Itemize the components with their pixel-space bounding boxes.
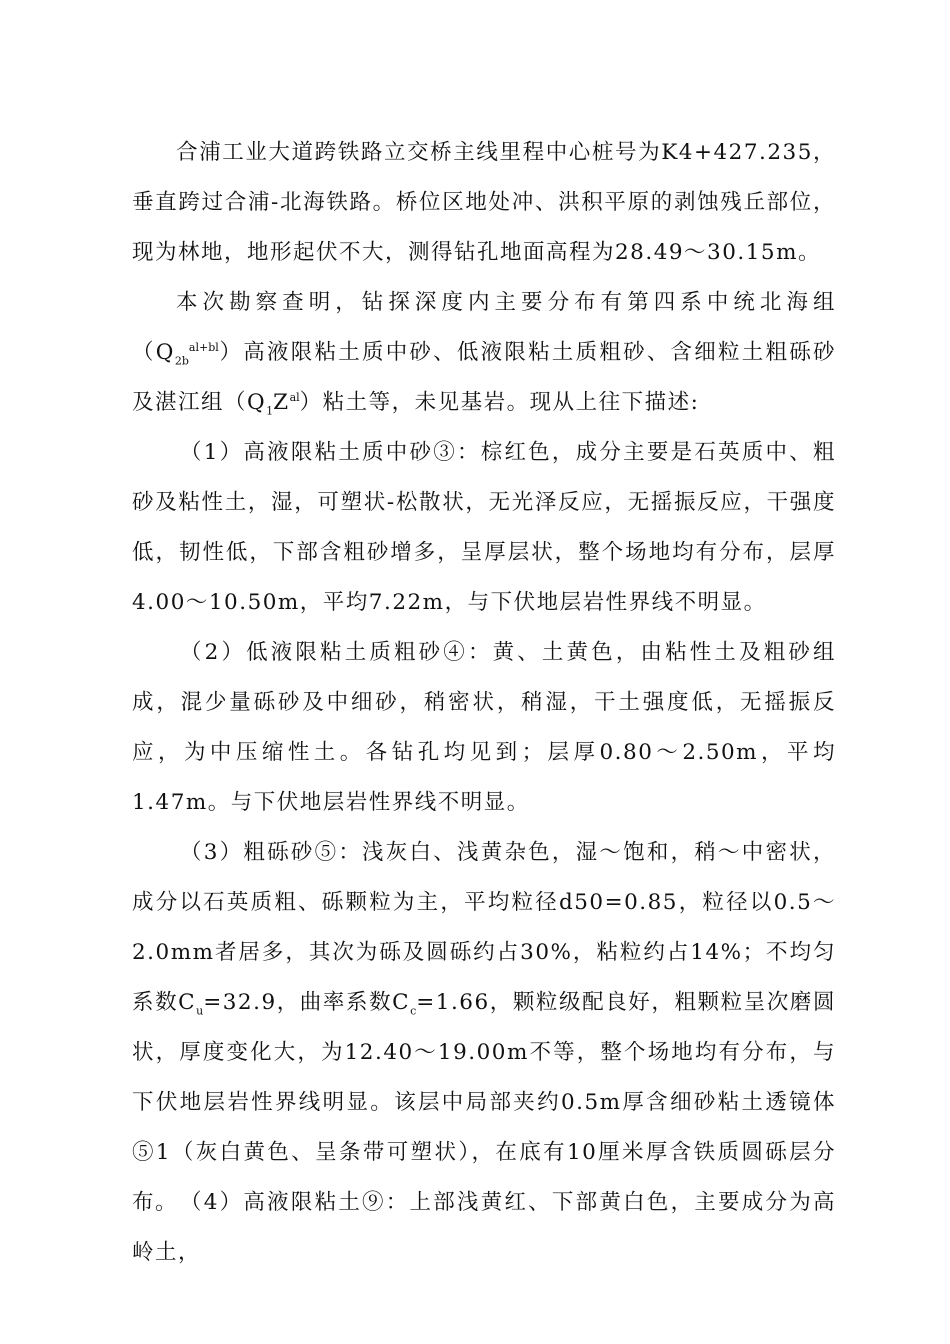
- subscript: 1: [266, 404, 274, 418]
- text-run: ）粘土等，未见基岩。现从上往下描述:: [299, 390, 700, 415]
- subscript: u: [196, 1004, 204, 1018]
- paragraph-layer-3: [132, 828, 836, 1228]
- text-run: =32.9，曲率系数C: [203, 990, 411, 1015]
- superscript: al+bl: [188, 340, 219, 354]
- text-run: （3）粗砾砂⑤：浅灰白、浅黄杂色，湿～饱和，稍～中密状，成分以石英质粗、砾颗粒为主，平均粒径d50=0.85，粒径以0.5～2.0mm者居多，其次为砾及圆砾约占30%，粘粒约占14%；不均匀系数C: [132, 840, 836, 1015]
- paragraph-layer-1: （1）高液限粘土质中砂③：棕红色，成分主要是石英质中、粗砂及粘性土，湿，可塑状-松散状，无光泽反应，无摇振反应，干强度低，韧性低，下部含粗砂增多，呈厚层状，整个场地均有分布，层厚4.00～10.50m，平均7.22m，与下伏地层岩性界线不明显。: [132, 440, 836, 615]
- subscript: 2b: [174, 354, 189, 368]
- text-run: Z: [273, 390, 290, 415]
- paragraph-survey-summary: [132, 278, 836, 428]
- text-run: ）高液限粘土质中砂、低液限粘土质粗砂、含细粒土粗砾砂及湛江组（Q: [132, 340, 836, 415]
- paragraph-layer-2: （2）低液限粘土质粗砂④：黄、土黄色，由粘性土及粗砂组成，混少量砾砂及中细砂，稍密状，稍湿，干土强度低，无摇振反应，为中压缩性土。各钻孔均见到；层厚0.80～2.50m，平均1.47m。与下伏地层岩性界线不明显。: [132, 640, 836, 815]
- superscript: al: [289, 390, 300, 404]
- subscript: c: [410, 1004, 417, 1018]
- paragraph-bridge-location: 合浦工业大道跨铁路立交桥主线里程中心桩号为K4+427.235，垂直跨过合浦-北海铁路。桥位区地处冲、洪积平原的剥蚀残丘部位，现为林地，地形起伏不大，测得钻孔地面高程为28.49～30.15m。: [132, 140, 836, 265]
- text-run: =1.66，颗粒级配良好，粗颗粒呈次磨圆状，厚度变化大，为12.40～19.00m不等，整个场地均有分布，与下伏地层岩性界线明显。该层中局部夹约0.5m厚含细砂粘土透镜体⑤1（灰白黄色、呈条带可塑状），在底有10厘米厚含铁质圆砾层分布。: [132, 990, 837, 1215]
- paragraph-layer-4: （4）高液限粘土⑨：上部浅黄红、下部黄白色，主要成分为高岭土，: [132, 1190, 836, 1265]
- text-run: 本次勘察查明，钻探深度内主要分布有第四系中统北海组（Q: [132, 290, 836, 365]
